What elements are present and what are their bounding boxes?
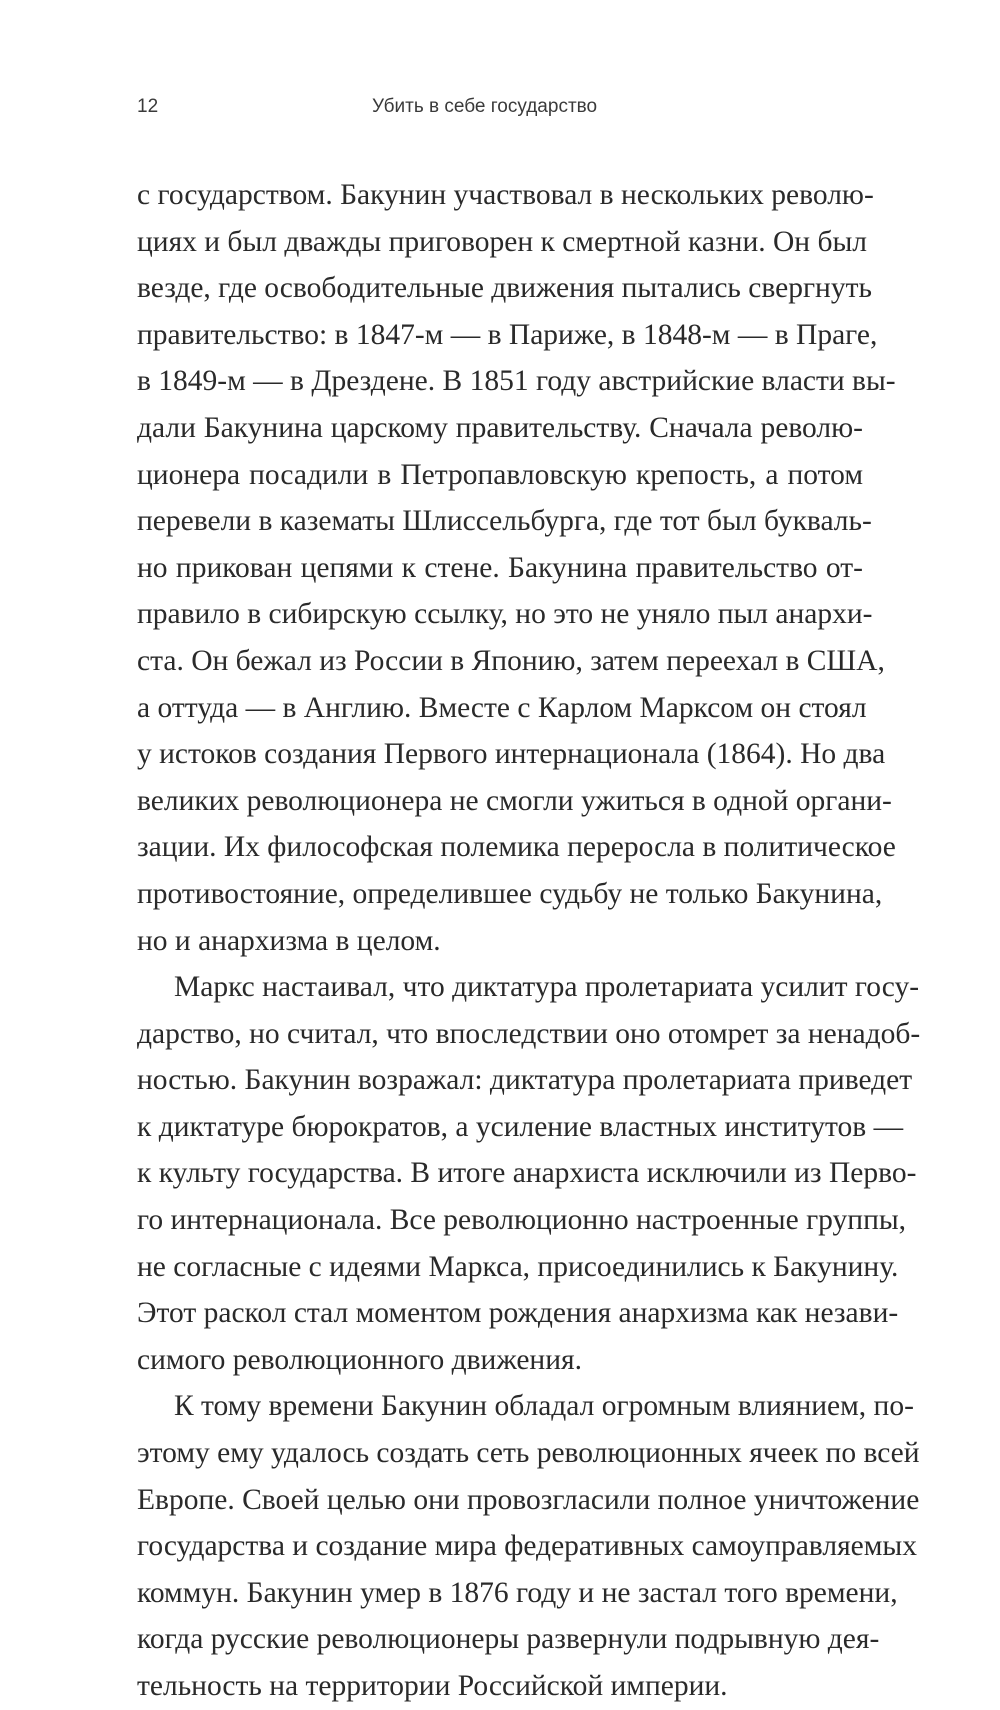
text-line: Этот раскол стал моментом рождения анархизма как незави- [137, 1297, 899, 1330]
text-line: не согласные с идеями Маркса, присоединились к Бакунину. [137, 1250, 899, 1283]
text-line: с государством. Бакунин участвовал в нескольких револю- [137, 179, 874, 211]
text-line: государства и создание мира федеративных самоуправляемых [137, 1530, 917, 1563]
text-line: противостояние, определившее судьбу не только Бакунина, [137, 877, 883, 910]
text-line: но и анархизма в целом. [137, 924, 441, 957]
text-line: коммун. Бакунин умер в 1876 году и не застал того времени, [137, 1576, 898, 1609]
running-head [137, 96, 863, 122]
text-line: циях и был дважды приговорен к смертной казни. Он был [137, 225, 867, 258]
text-line: Европе. Своей целью они провозгласили полное уничтожение [137, 1483, 920, 1516]
paragraph-2 [137, 964, 921, 1383]
text-line: тельность на территории Российской империи. [137, 1670, 728, 1702]
text-line: к диктатуре бюрократов, а усиление властных институтов — [137, 1110, 904, 1143]
text-line: великих революционера не смогли ужиться в одной органи- [137, 784, 892, 817]
text-line: правило в сибирскую ссылку, но это не уняло пыл анархи- [137, 598, 873, 631]
text-line: этому ему удалось создать сеть революционных ячеек по всей [137, 1437, 920, 1470]
text-line: дарство, но считал, что впоследствии оно отомрет за ненадоб- [137, 1017, 921, 1050]
page-number: 12 [137, 96, 159, 117]
text-line: дали Бакунина царскому правительству. Сначала револю- [137, 411, 863, 444]
text-line: го интернационала. Все революционно настроенные группы, [137, 1204, 907, 1237]
body-text [137, 172, 921, 1710]
text-line: зации. Их философская полемика переросла в политическое [137, 831, 896, 864]
text-line: ционера посадили в Петропавловскую крепость, а потом [137, 458, 863, 491]
text-line: когда русские революционеры развернули подрывную дея- [137, 1623, 880, 1656]
text-line: везде, где освободительные движения пытались свергнуть [137, 272, 872, 305]
text-line: симого революционного движения. [137, 1343, 582, 1376]
text-line: ностью. Бакунин возражал: диктатура пролетариата приведет [137, 1064, 913, 1097]
running-title: Убить в себе государство [372, 96, 598, 117]
text-line: К тому времени Бакунин обладал огромным влиянием, по- [174, 1390, 914, 1423]
text-line: но прикован цепями к стене. Бакунина правительство от- [137, 551, 863, 584]
paragraph-3 [137, 1383, 920, 1709]
text-line: в 1849-м — в Дрездене. В 1851 году австрийские власти вы- [137, 365, 896, 398]
text-line: а оттуда — в Англию. Вместе с Карлом Марксом он стоял [137, 691, 867, 724]
text-line: Маркс настаивал, что диктатура пролетариата усилит госу- [174, 971, 920, 1004]
text-line: перевели в казематы Шлиссельбурга, где тот был букваль- [137, 505, 872, 538]
text-line: ста. Он бежал из России в Японию, затем переехал в США, [137, 644, 885, 677]
text-line: к культу государства. В итоге анархиста исключили из Перво- [137, 1157, 917, 1190]
text-line: у истоков создания Первого интернационала (1864). Но два [137, 738, 886, 771]
paragraph-1 [137, 172, 896, 964]
text-line: правительство: в 1847-м — в Париже, в 1848-м — в Праге, [137, 318, 878, 351]
